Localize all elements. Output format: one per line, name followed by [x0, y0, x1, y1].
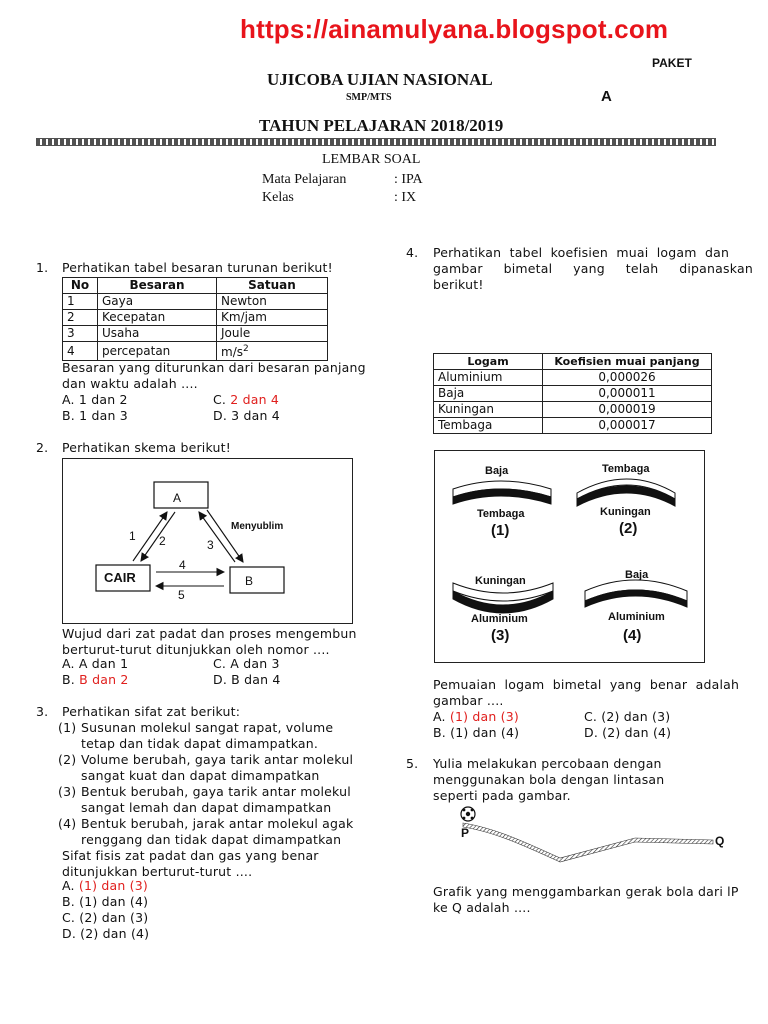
table-cell: percepatan [98, 342, 217, 361]
q3-item-2-num: (2) [58, 752, 77, 767]
q5-line1: Yulia melakukan percobaan dengan [433, 756, 662, 771]
q4-option-d[interactable]: D. (2) dan (4) [584, 725, 672, 740]
correct-answer: (1) dan (3) [78, 878, 148, 893]
q4-text-line1: Perhatikan tabel koefisien muai logam dan [433, 245, 730, 260]
q3-item-3-line2: sangat lemah dan dapat dimampatkan [81, 800, 332, 815]
state-b-box [230, 567, 284, 593]
table-cell: Aluminium [434, 370, 543, 386]
q3-question-line1: Sifat fisis zat padat dan gas yang benar [62, 848, 319, 863]
strip-4-top: Baja [625, 569, 649, 581]
correct-answer: (1) dan (3) [449, 709, 519, 724]
q3-item-4-num: (4) [58, 816, 77, 831]
strip-4-bottom: Aluminium [608, 611, 665, 623]
q1-table [62, 277, 328, 361]
q4-text-line2: gambar bimetal yang telah dipanaskan [433, 261, 753, 276]
q2-option-a[interactable]: A. A dan 1 [62, 656, 129, 671]
table-cell: Gaya [98, 294, 217, 310]
bimetal-strip-3 [453, 583, 553, 613]
q2-option-c[interactable]: C. A dan 3 [213, 656, 280, 671]
table-cell: 0,000019 [543, 402, 712, 418]
bimetal-strip-1 [453, 481, 551, 504]
correct-answer: 2 dan 4 [230, 392, 280, 407]
table-cell: 0,000026 [543, 370, 712, 386]
point-q-label: Q [715, 834, 725, 848]
table-cell: Kuningan [434, 402, 543, 418]
table-cell [217, 342, 328, 361]
q2-option-b[interactable] [62, 672, 129, 688]
arrow-3 [199, 512, 235, 562]
state-a-label: A [173, 491, 182, 505]
strip-2-bottom: Kuningan [600, 506, 651, 518]
strip-2-number: (2) [619, 520, 638, 537]
q4-option-b[interactable]: B. (1) dan (4) [433, 725, 520, 740]
q2-text: Perhatikan skema berikut! [62, 440, 231, 455]
bimetal-strip-2 [577, 479, 675, 506]
class-value: : IX [394, 190, 417, 205]
unit-text: m/s [221, 345, 243, 359]
q3-item-3-line1: Bentuk berubah, gaya tarik antar molekul [81, 784, 351, 799]
table-cell: 0,000017 [543, 418, 712, 434]
q3-item-1-line1: Susunan molekul sangat rapat, volume [81, 720, 334, 735]
q4-question-line2: gambar .... [433, 693, 504, 708]
q2-number: 2. [36, 440, 49, 455]
q1-option-c[interactable] [213, 392, 279, 408]
menyublim-label: Menyublim [231, 521, 284, 532]
col-header: Satuan [217, 278, 328, 294]
paket-label: PAKET [652, 56, 692, 70]
q3-number: 3. [36, 704, 49, 719]
correct-answer: B dan 2 [79, 672, 129, 687]
q3-item-4-line2: renggang dan tidak dapat dimampatkan [81, 832, 342, 847]
q5-question-line2: ke Q adalah .... [433, 900, 531, 915]
q1-number: 1. [36, 260, 49, 275]
q4-question-line1: Pemuaian logam bimetal yang benar adalah [433, 677, 740, 692]
q3-item-3-num: (3) [58, 784, 77, 799]
table-cell: 2 [63, 310, 98, 326]
col-header: Besaran [98, 278, 217, 294]
table-cell: Tembaga [434, 418, 543, 434]
strip-2-top: Tembaga [602, 463, 650, 475]
q3-option-c[interactable]: C. (2) dan (3) [62, 910, 149, 925]
q1-question-line1: Besaran yang diturunkan dari besaran panjang [62, 360, 366, 375]
table-header-row [63, 278, 328, 294]
q2-diagram [62, 458, 353, 624]
header-divider [36, 138, 716, 146]
table-cell: 0,000011 [543, 386, 712, 402]
q3-item-1-num: (1) [58, 720, 77, 735]
table-cell: Baja [434, 386, 543, 402]
strip-1-bottom: Tembaga [477, 508, 525, 520]
q4-number: 4. [406, 245, 419, 260]
table-cell: 1 [63, 294, 98, 310]
q1-text: Perhatikan tabel besaran turunan berikut! [62, 260, 333, 275]
academic-year: TAHUN PELAJARAN 2018/2019 [259, 116, 504, 135]
q1-option-a[interactable]: A. 1 dan 2 [62, 392, 128, 407]
point-p-label: P [461, 826, 470, 840]
strip-1-top: Baja [485, 465, 509, 477]
q2-question-line1: Wujud dari zat padat dan proses mengembun [62, 626, 357, 641]
blog-url[interactable]: https://ainamulyana.blogspot.com [240, 14, 669, 44]
table-row [434, 418, 712, 434]
table-row [63, 342, 328, 361]
q3-item-2-line1: Volume berubah, gaya tarik antar molekul [81, 752, 354, 767]
q4-text-line3: berikut! [433, 277, 484, 292]
arrow-2 [141, 512, 175, 561]
state-b-label: B [245, 574, 254, 588]
arrow-menyublim [207, 510, 243, 562]
table-cell: Kecepatan [98, 310, 217, 326]
option-prefix: B. [62, 672, 75, 687]
strip-3-number: (3) [491, 627, 510, 644]
strip-3-bottom: Aluminium [471, 613, 528, 625]
q4-option-c[interactable]: C. (2) dan (3) [584, 709, 671, 724]
table-cell: Km/jam [217, 310, 328, 326]
q3-item-1-line2: tetap dan tidak dapat dimampatkan. [81, 736, 319, 751]
q1-option-d[interactable]: D. 3 dan 4 [213, 408, 280, 423]
q5-line2: menggunakan bola dengan lintasan [433, 772, 665, 787]
col-header: No [63, 278, 98, 294]
strip-3-top: Kuningan [475, 575, 526, 587]
q1-option-b[interactable]: B. 1 dan 3 [62, 408, 128, 423]
state-cair-label: CAIR [104, 570, 136, 585]
class-label: Kelas [262, 190, 294, 205]
table-row [63, 294, 328, 310]
q3-item-2-line2: sangat kuat dan dapat dimampatkan [81, 768, 320, 783]
bimetal-strips-drawing [435, 451, 704, 662]
strip-1-number: (1) [491, 522, 510, 539]
arrow-2-label: 2 [159, 534, 166, 548]
subject-label: Mata Pelajaran [262, 172, 347, 187]
q4-option-a[interactable] [433, 709, 519, 725]
table-cell: 3 [63, 326, 98, 342]
col-header: Logam [434, 354, 543, 370]
soccer-ball-icon [461, 807, 475, 821]
table-row [434, 370, 712, 386]
arrow-4-label: 4 [179, 558, 186, 572]
table-header-row [434, 354, 712, 370]
table-cell: Joule [217, 326, 328, 342]
col-header: Koefisien muai panjang [543, 354, 712, 370]
option-prefix: C. [213, 392, 227, 407]
q5-line3: seperti pada gambar. [433, 788, 571, 803]
q3-question-line2: ditunjukkan berturut-turut .... [62, 864, 253, 879]
q2-question-line2: berturut-turut ditunjukkan oleh nomor .... [62, 642, 330, 657]
table-cell: 4 [63, 342, 98, 361]
ball-track [463, 823, 713, 862]
q2-option-d[interactable]: D. B dan 4 [213, 672, 281, 687]
exam-title: UJICOBA UJIAN NASIONAL [267, 70, 493, 89]
q1-question-line2: dan waktu adalah .... [62, 376, 198, 391]
q3-text: Perhatikan sifat zat berikut: [62, 704, 241, 719]
q5-number: 5. [406, 756, 419, 771]
arrow-5-label: 5 [178, 588, 185, 602]
q3-option-d[interactable]: D. (2) dan (4) [62, 926, 150, 941]
bimetal-figure [434, 450, 705, 663]
arrow-3-label: 3 [207, 538, 214, 552]
bimetal-strip-4 [585, 580, 687, 607]
table-cell: Usaha [98, 326, 217, 342]
sheet-title: LEMBAR SOAL [322, 152, 421, 167]
table-row [63, 326, 328, 342]
q4-expansion-table [433, 353, 712, 434]
paket-value: A [601, 88, 612, 105]
strip-4-number: (4) [623, 627, 642, 644]
arrow-1-label: 1 [129, 529, 136, 543]
option-prefix: A. [433, 709, 446, 724]
unit-exponent: 2 [242, 344, 249, 354]
q5-question-line1: Grafik yang menggambarkan gerak bola dari lP [433, 884, 739, 899]
table-row [434, 402, 712, 418]
school-level: SMP/MTS [346, 92, 392, 103]
q3-item-4-line1: Bentuk berubah, jarak antar molekul agak [81, 816, 354, 831]
table-cell: Newton [217, 294, 328, 310]
q3-option-b[interactable]: B. (1) dan (4) [62, 894, 149, 909]
q3-option-a[interactable] [62, 878, 148, 894]
option-prefix: A. [62, 878, 75, 893]
table-row [63, 310, 328, 326]
ball-track-drawing [455, 804, 735, 866]
table-row [434, 386, 712, 402]
subject-value: : IPA [394, 172, 423, 187]
